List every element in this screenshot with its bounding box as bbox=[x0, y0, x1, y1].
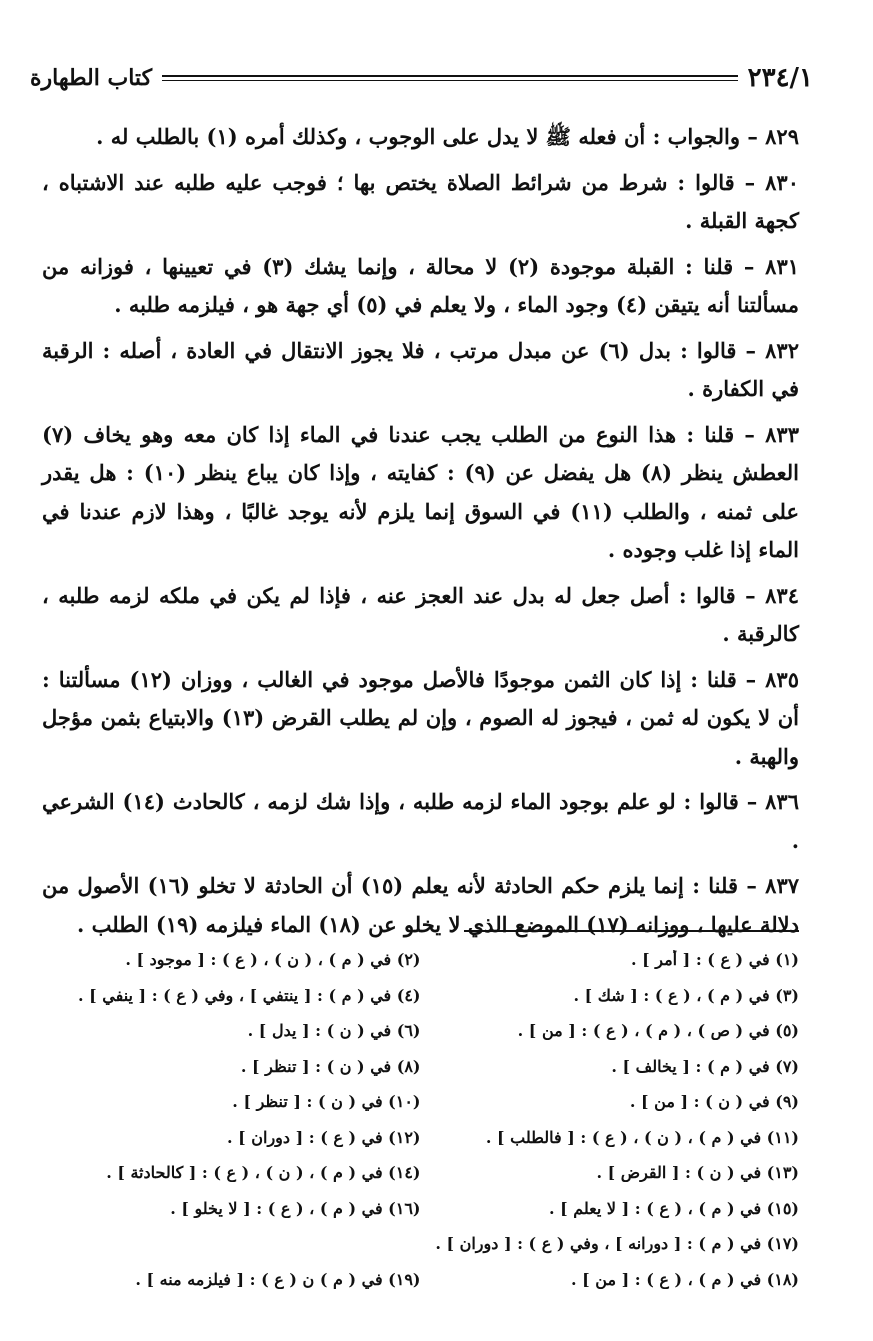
paragraph-number: ٨٢٩ bbox=[765, 124, 799, 149]
paragraph-832 bbox=[42, 332, 799, 409]
paragraph-837 bbox=[42, 867, 799, 944]
footnote-3: (٣) في ( م ) ، ( ع ) : [ شك ] . bbox=[573, 985, 799, 1005]
footnote-17: (١٧) في ( م ) : [ دورانه ] ، وفي ( ع ) : [ دوران ] . bbox=[435, 1234, 799, 1254]
paragraph-text: – قالوا : لو علم بوجود الماء لزمه طلبه ، وإذا شك لزمه ، كالحادث (١٤) الشرعي . bbox=[42, 789, 799, 853]
footnote-14: (١٤) في ( م ) ، ( ن ) ، ( ع ) : [ كالحادثة ] . bbox=[106, 1163, 421, 1183]
footnote-16: (١٦) في ( م ) ، ( ع ) : [ لا يخلو ] . bbox=[170, 1198, 421, 1218]
footnote-11: (١١) في ( م ) ، ( ن ) ، ( ع ) : [ فالطلب ] . bbox=[485, 1127, 799, 1147]
footnote-6: (٦) في ( ن ) : [ يدل ] . bbox=[247, 1021, 421, 1041]
footnote-13: (١٣) في ( ن ) : [ القرض ] . bbox=[596, 1163, 799, 1183]
footnote-15: (١٥) في ( م ) ، ( ع ) : [ لا يعلم ] . bbox=[548, 1198, 799, 1218]
footnote-9: (٩) في ( ن ) : [ من ] . bbox=[629, 1092, 799, 1112]
paragraph-text: – قالوا : بدل (٦) عن مبدل مرتب ، فلا يجوز الانتقال في العادة ، أصله : الرقبة في الكفارة . bbox=[42, 337, 799, 401]
footnote-row bbox=[42, 1191, 799, 1227]
paragraph-text: – قلنا : القبلة موجودة (٢) لا محالة ، وإنما يشك (٣) في تعيينها ، فوزانه من مسألتنا أنه يتيقن (٤) وجود الماء ، ولا يعلم في (٥) أي جهة هو ، فيلزمه طلبه . bbox=[42, 253, 799, 317]
footnote-18: (١٨) في ( م ) ، ( ع ) : [ من ] . bbox=[571, 1269, 799, 1289]
footnote-row bbox=[42, 1049, 799, 1085]
paragraph-text: – والجواب : أن فعله ﷺ لا يدل على الوجوب ، وكذلك أمره (١) بالطلب له . bbox=[96, 124, 758, 149]
footnote-row bbox=[42, 1120, 799, 1156]
page-header bbox=[30, 60, 813, 96]
footnotes bbox=[42, 942, 799, 1297]
paragraph-number: ٨٣٤ bbox=[765, 582, 799, 608]
paragraph-number: ٨٣٥ bbox=[765, 666, 799, 692]
footnote-divider bbox=[464, 930, 799, 932]
footnote-row bbox=[42, 942, 799, 978]
paragraph-835 bbox=[42, 661, 799, 777]
page-number: ٢٣٤/١ bbox=[747, 63, 813, 93]
paragraph-829 bbox=[42, 118, 799, 157]
footnote-5: (٥) في ( ص ) ، ( م ) ، ( ع ) : [ من ] . bbox=[517, 1021, 799, 1041]
footnote-row bbox=[42, 1084, 799, 1120]
book-title: كتاب الطهارة bbox=[30, 65, 153, 91]
footnote-row bbox=[42, 1226, 799, 1262]
paragraph-text: – قلنا : إنما يلزم حكم الحادثة لأنه يعلم (١٥) أن الحادثة لا تخلو (١٦) الأصول من دلالة عليها ، ووزانه (١٧) الموضع الذي لا يخلو عن (١٨) الماء فيلزمه (١٩) الطلب . bbox=[42, 873, 799, 937]
footnote-row bbox=[42, 1013, 799, 1049]
paragraph-831 bbox=[42, 248, 799, 325]
paragraph-number: ٨٣٧ bbox=[765, 873, 800, 898]
footnote-19: (١٩) في ( م ) ن ( ع ) : [ فيلزمه منه ] . bbox=[135, 1269, 421, 1289]
paragraph-830 bbox=[42, 164, 799, 241]
footnote-10: (١٠) في ( ن ) : [ تنظر ] . bbox=[232, 1092, 421, 1112]
paragraph-text: – قالوا : شرط من شرائط الصلاة يختص بها ؛ فوجب عليه طلبه عند الاشتباه ، كجهة القبلة . bbox=[42, 169, 799, 233]
footnote-row bbox=[42, 1262, 799, 1298]
paragraph-number: ٨٣٢ bbox=[765, 337, 799, 363]
footnote-2: (٢) في ( م ) ، ( ن ) ، ( ع ) : [ موجود ] . bbox=[125, 950, 421, 970]
footnote-8: (٨) في ( ن ) : [ تنظر ] . bbox=[240, 1056, 421, 1076]
paragraph-number: ٨٣٣ bbox=[765, 421, 799, 447]
footnote-12: (١٢) في ( ع ) : [ دوران ] . bbox=[226, 1127, 421, 1147]
paragraph-number: ٨٣٠ bbox=[765, 169, 799, 195]
header-rule bbox=[162, 75, 738, 81]
paragraph-836 bbox=[42, 783, 799, 860]
paragraph-text: – قالوا : أصل جعل له بدل عند العجز عنه ، فإذا لم يكن في ملكه لزمه طلبه ، كالرقبة . bbox=[42, 582, 799, 646]
footnote-4: (٤) في ( م ) : [ ينتفي ] ، وفي ( ع ) : [ ينفي ] . bbox=[77, 985, 421, 1005]
paragraph-text: – قلنا : هذا النوع من الطلب يجب عندنا في الماء إذا كان معه وهو يخاف (٧) العطش ينظر (٨) هل يفضل عن (٩) : كفايته ، وإذا كان يباع ينظر (١٠) : هل يقدر على ثمنه ، والطلب (١١) في السوق إنما يلزم لأنه يوجد غالبًا ، وهذا لازم عندنا في الماء إذا غلب وجوده . bbox=[42, 421, 800, 562]
footnote-7: (٧) في ( م ) : [ يخالف ] . bbox=[611, 1056, 799, 1076]
paragraph-833 bbox=[42, 416, 799, 570]
paragraph-834 bbox=[42, 577, 799, 654]
paragraph-text: – قلنا : إذا كان الثمن موجودًا فالأصل موجود في الغالب ، ووزان (١٢) مسألتنا : أن لا يكون له ثمن ، فيجوز له الصوم ، وإن لم يطلب القرض (١٣) والابتياع بثمن مؤجل والهبة . bbox=[42, 666, 800, 769]
paragraph-number: ٨٣١ bbox=[765, 253, 800, 279]
footnote-row bbox=[42, 1155, 799, 1191]
paragraph-number: ٨٣٦ bbox=[765, 789, 799, 814]
footnote-1: (١) في ( ع ) : [ أمر ] . bbox=[630, 950, 799, 970]
main-text bbox=[42, 118, 799, 951]
footnote-row bbox=[42, 978, 799, 1014]
